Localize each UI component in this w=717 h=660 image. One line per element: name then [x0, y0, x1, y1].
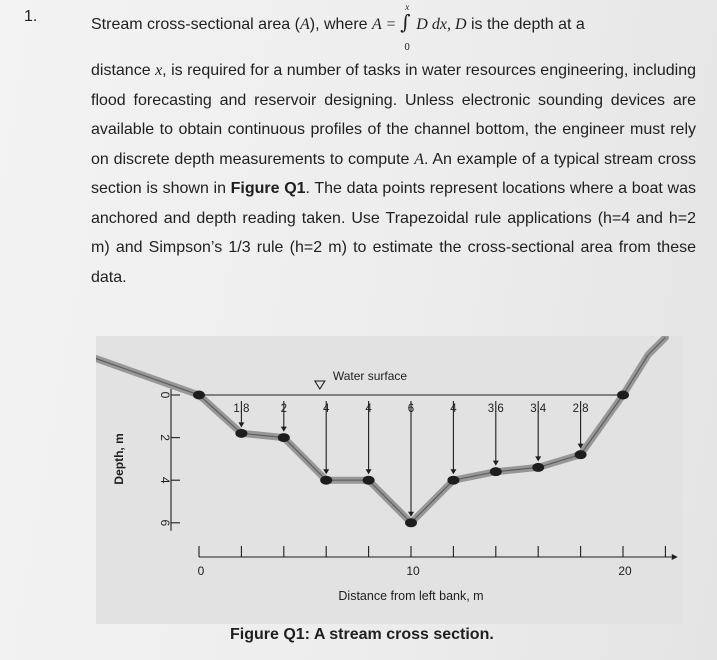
figure-reference: Figure Q1: [230, 180, 306, 197]
depth-measurement-point: [617, 391, 629, 400]
first-line-prefix: Stream cross-sectional area (: [91, 16, 300, 33]
question-number: 1.: [24, 8, 38, 25]
channel-bank: [96, 338, 665, 523]
depth-measurement-point: [363, 476, 375, 485]
depth-value-label: 4: [450, 403, 457, 415]
x-symbol: x: [155, 62, 163, 79]
x-tick-label: 0: [197, 564, 205, 578]
depth-arrowhead: [281, 427, 287, 432]
body-pre-x: distance: [91, 62, 151, 79]
body-after-x: , is required for a number of tasks in water resources engineering, including flood forecasting and reservoir designing. Unless electronic sounding devices are available to obtain continuous profiles of the channel bottom, the engineer must rely on discrete depth measurements to compute: [91, 62, 696, 168]
body-end: . The data points represent locations where a boat was anchored and depth reading taken. Use Trapezoidal rule applications (h=4 and h=2 m) and Simpson’s 1/3 rule (h=2 m) to estimate the cross-sectional area from these data.: [91, 180, 696, 286]
integral-upper-limit: x: [405, 2, 410, 12]
depth-measurement-point: [575, 450, 587, 459]
x-axis-label: Distance from left bank, m: [338, 589, 484, 603]
depth-arrowhead: [238, 422, 244, 427]
x-tick-label: 20: [618, 564, 632, 578]
depth-arrowhead: [493, 461, 499, 466]
cross-section-chart: [96, 336, 683, 624]
depth-measurement-point: [235, 429, 247, 438]
depth-measurement-point: [532, 463, 544, 472]
depth-arrowhead: [450, 469, 456, 474]
question-first-line: [91, 2, 691, 53]
area-formula: [372, 2, 455, 53]
depth-measurement-point: [490, 467, 502, 476]
y-tick-label: 0: [158, 391, 172, 399]
depth-value-label: 4: [365, 403, 372, 415]
water-surface-label: Water surface: [332, 369, 408, 383]
integral-sign: ∫ x 0: [400, 8, 412, 38]
stream-cross-section-figure: [96, 336, 683, 624]
y-tick-label: 2: [158, 434, 172, 441]
x-tick-label: 10: [406, 564, 420, 578]
depth-value-label: 3.4: [530, 403, 547, 415]
depth-value-label: 4: [322, 403, 330, 415]
depth-value-label: 2.8: [572, 403, 589, 415]
y-axis-label: Depth, m: [112, 433, 126, 485]
y-tick-label: 4: [158, 476, 172, 484]
depth-arrowhead: [366, 469, 372, 474]
formula-lhs: A =: [372, 16, 397, 33]
depth-measurement-point: [447, 476, 459, 485]
y-tick-label: 6: [158, 519, 172, 527]
integral-lower-limit: 0: [404, 43, 411, 53]
depth-measurement-point: [405, 518, 417, 527]
depth-value-label: 6: [407, 403, 415, 415]
depth-measurement-point: [320, 476, 332, 485]
depth-value-label: 3.6: [487, 403, 504, 415]
first-line-mid: ), where: [309, 16, 368, 33]
area-symbol-2: A: [414, 150, 425, 168]
area-symbol: A: [299, 16, 310, 33]
first-line-suffix: is the depth at a: [470, 16, 585, 33]
depth-value-label: 1.8: [233, 403, 250, 415]
depth-arrowhead: [535, 456, 541, 461]
depth-symbol: D: [454, 16, 467, 33]
depth-measurement-point: [193, 391, 205, 400]
question-body: [91, 56, 696, 292]
water-surface-triangle-icon: [315, 381, 325, 389]
depth-measurement-point: [278, 433, 290, 442]
figure-caption: Figure Q1: A stream cross section.: [230, 626, 494, 643]
x-axis-arrowhead: [672, 554, 678, 560]
body-mid: . An example of a typical stream cross section is shown in: [91, 150, 696, 197]
depth-value-label: 2: [280, 403, 288, 415]
formula-rhs: D dx,: [416, 16, 451, 33]
